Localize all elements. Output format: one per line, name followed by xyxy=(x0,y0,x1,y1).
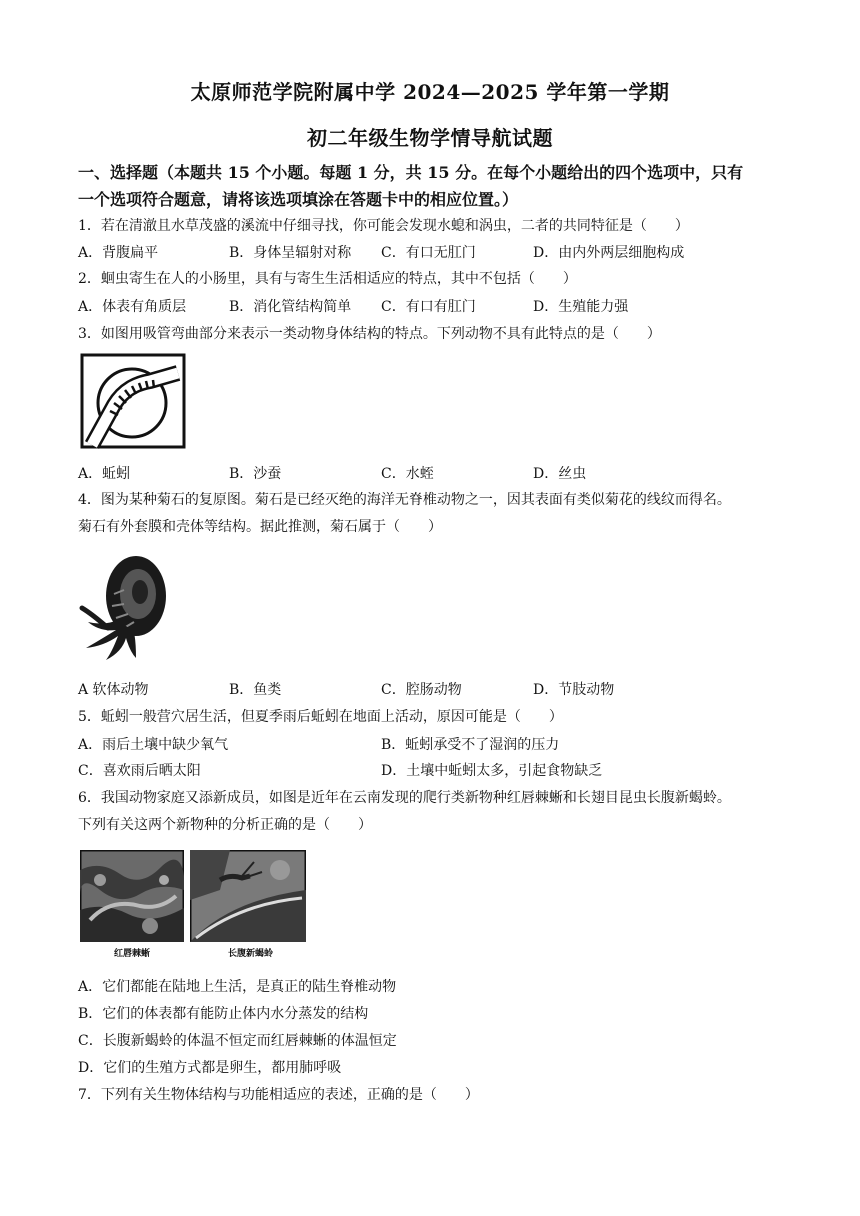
question-4-stem-cont: 菊石有外套膜和壳体等结构。据此推测，菊石属于（ ） xyxy=(78,519,442,535)
q1-option-b: B．身体呈辐射对称 xyxy=(229,245,352,261)
q6-option-d: D．它们的生殖方式都是卵生，都用肺呼吸 xyxy=(78,1060,342,1076)
q6-option-c: C．长腹新蝎蛉的体温不恒定而红唇棘蜥的体温恒定 xyxy=(78,1033,397,1049)
q2-option-b: B．消化管结构简单 xyxy=(229,299,352,315)
q4-option-c: C．腔肠动物 xyxy=(381,682,462,698)
q4-option-d: D．节肢动物 xyxy=(533,682,615,698)
q3-option-d: D．丝虫 xyxy=(533,466,587,482)
q5-option-d: D．土壤中蚯蚓太多，引起食物缺乏 xyxy=(381,763,603,779)
question-3-stem: 3．如图用吸管弯曲部分来表示一类动物身体结构的特点。下列动物不具有此特点的是（ ） xyxy=(78,326,661,342)
scorpionfly-photo xyxy=(190,850,306,942)
q3-option-a: A．蚯蚓 xyxy=(78,466,131,482)
q2-option-d: D．生殖能力强 xyxy=(533,299,629,315)
q4-option-b: B．鱼类 xyxy=(229,682,282,698)
question-1-stem: 1．若在清澈且水草茂盛的溪流中仔细寻找，你可能会发现水螅和涡虫，二者的共同特征是（ ） xyxy=(78,218,689,234)
q6-option-b: B．它们的体表都有能防止体内水分蒸发的结构 xyxy=(78,1006,369,1022)
q2-option-a: A．体表有角质层 xyxy=(78,299,187,315)
q1-option-c: C．有口无肛门 xyxy=(381,245,476,261)
q1-option-a: A．背腹扁平 xyxy=(78,245,159,261)
lizard-caption: 红唇棘蜥 xyxy=(114,949,151,959)
straw-diagram xyxy=(80,353,186,449)
q3-option-c: C．水蛭 xyxy=(381,466,434,482)
question-2-stem: 2．蛔虫寄生在人的小肠里，具有与寄生生活相适应的特点，其中不包括（ ） xyxy=(78,271,577,287)
question-4-stem: 4．图为某种菊石的复原图。菊石是已经灭绝的海洋无脊椎动物之一，因其表面有类似菊花的线纹而得名。 xyxy=(78,492,731,508)
question-6-stem-cont: 下列有关这两个新物种的分析正确的是（ ） xyxy=(78,817,372,833)
q1-option-d: D．由内外两层细胞构成 xyxy=(533,245,685,261)
question-7-stem: 7．下列有关生物体结构与功能相适应的表述，正确的是（ ） xyxy=(78,1087,479,1103)
section-heading: 一、选择题（本题共 15 个小题。每题 1 分，共 15 分。在每个小题给出的四个选项中，只有 xyxy=(78,163,744,182)
section-heading-cont: 一个选项符合题意，请将该选项填涂在答题卡中的相应位置。） xyxy=(78,190,519,209)
question-5-stem: 5．蚯蚓一般营穴居生活，但夏季雨后蚯蚓在地面上活动，原因可能是（ ） xyxy=(78,709,563,725)
lizard-photo xyxy=(80,850,184,942)
q5-option-b: B．蚯蚓承受不了湿润的压力 xyxy=(381,737,560,753)
question-6-stem: 6．我国动物家庭又添新成员，如图是近年在云南发现的爬行类新物种红唇棘蜥和长翅目昆虫长腹新蝎蛉。 xyxy=(78,790,731,806)
q3-option-b: B．沙蚕 xyxy=(229,466,282,482)
exam-title: 太原师范学院附属中学 2024—2025 学年第一学期 xyxy=(190,80,670,104)
q5-option-a: A．雨后土壤中缺少氧气 xyxy=(78,737,229,753)
q6-option-a: A．它们都能在陆地上生活，是真正的陆生脊椎动物 xyxy=(78,979,397,995)
scorpionfly-caption: 长腹新蝎蛉 xyxy=(228,949,274,959)
q2-option-c: C．有口有肛门 xyxy=(381,299,476,315)
ammonite-image xyxy=(78,548,170,664)
q5-option-c: C．喜欢雨后晒太阳 xyxy=(78,763,201,779)
q4-option-a: A 软体动物 xyxy=(78,682,149,698)
exam-subtitle: 初二年级生物学情导航试题 xyxy=(307,126,553,150)
